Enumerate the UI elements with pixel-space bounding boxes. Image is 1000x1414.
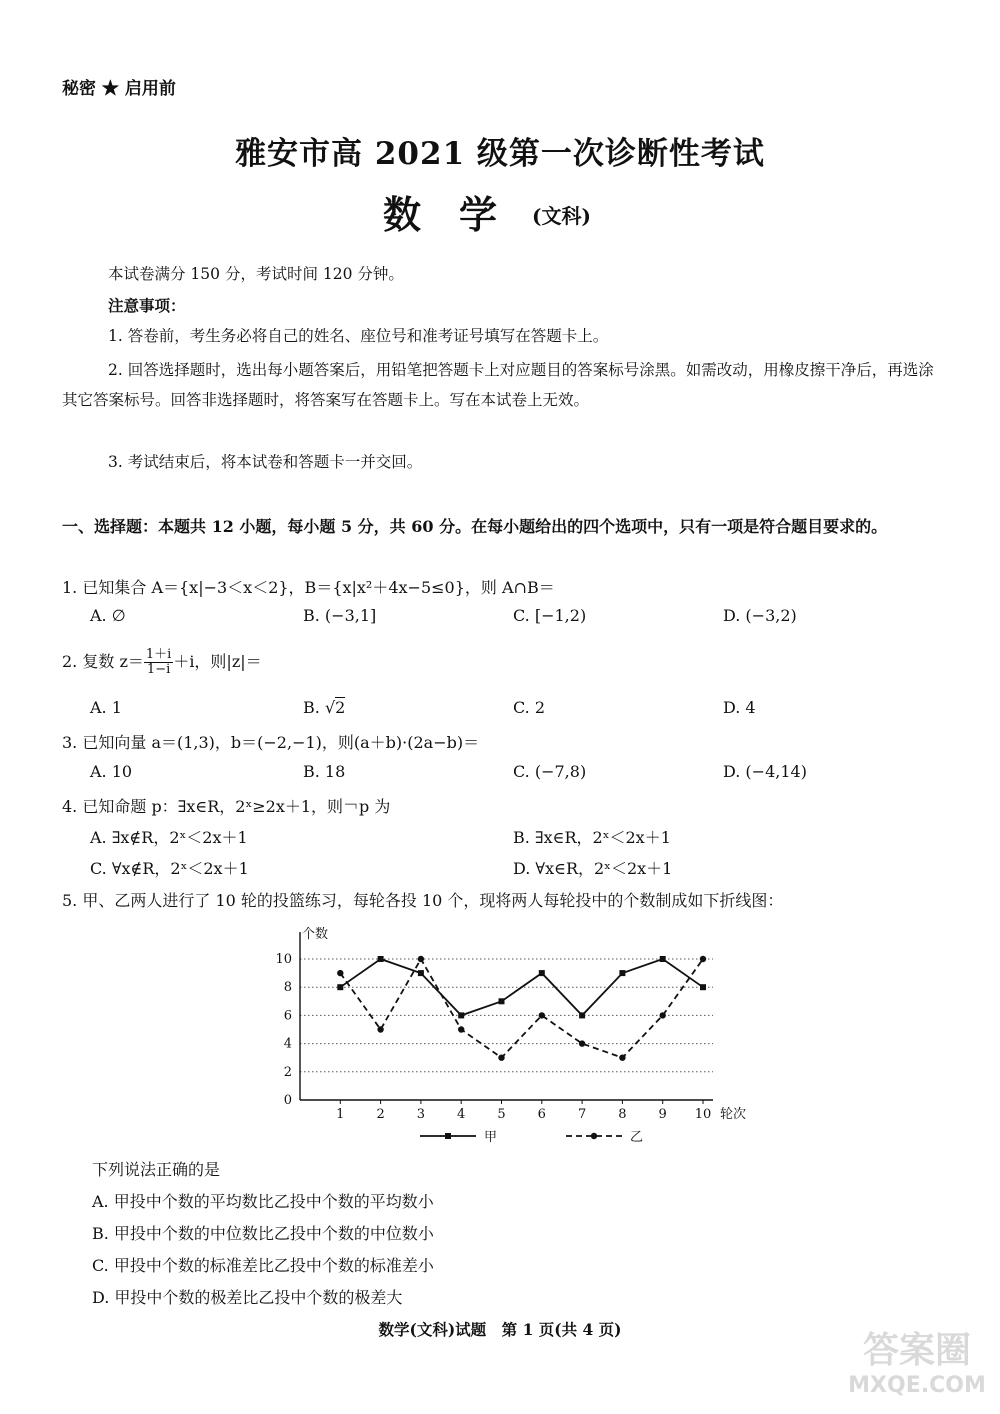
sqrt-radicand: 2 — [335, 698, 346, 717]
data-point-1 — [539, 970, 545, 976]
data-point-2 — [660, 1012, 666, 1018]
x-tick-label: 9 — [658, 1107, 667, 1122]
data-point-2 — [539, 1012, 545, 1018]
data-point-2 — [700, 956, 706, 962]
question-2-option-d: D. 4 — [723, 698, 756, 717]
x-tick-label: 8 — [618, 1107, 627, 1122]
subject-title: 数学 — [383, 192, 536, 237]
question-2-option-b — [303, 698, 345, 717]
sqrt-symbol: √ — [324, 698, 336, 717]
intro-score-time: 本试卷满分 150 分，考试时间 120 分钟。 — [108, 265, 404, 283]
x-tick-label: 1 — [336, 1107, 345, 1122]
x-tick-label: 3 — [416, 1107, 426, 1122]
question-2-fraction — [144, 648, 173, 677]
confidential-mark: 秘密 ★ 启用前 — [62, 79, 176, 99]
question-2-option-c: C. 2 — [513, 698, 546, 717]
y-tick-label: 4 — [283, 1036, 292, 1052]
question-3-stem: 3. 已知向量 a＝(1,3)，b＝(−2,−1)，则(a＋b)·(2a−b)＝ — [62, 733, 480, 752]
question-4-option-b: B. ∃x∈R，2ˣ＜2x＋1 — [513, 828, 671, 847]
question-1-option-c: C. [−1,2) — [513, 606, 587, 625]
question-4-stem: 4. 已知命题 p：∃x∈R，2ˣ≥2x＋1，则￢p 为 — [62, 797, 391, 816]
question-5-option-b: B. 甲投中个数的中位数比乙投中个数的中位数小 — [92, 1224, 434, 1243]
question-3-option-a: A. 10 — [90, 762, 133, 781]
question-4-option-d: D. ∀x∈R，2ˣ＜2x＋1 — [513, 859, 673, 878]
question-5-option-c: C. 甲投中个数的标准差比乙投中个数的标准差小 — [92, 1256, 434, 1275]
y-tick-label: 6 — [283, 1008, 292, 1024]
question-1-option-b: B. (−3,1] — [303, 606, 377, 625]
watermark-logo — [842, 1330, 992, 1408]
fraction-numerator: 1＋i — [145, 647, 172, 662]
data-point-2 — [458, 1026, 464, 1032]
question-5-prompt: 下列说法正确的是 — [92, 1160, 221, 1179]
watermark-text-top: 答案圈 — [862, 1330, 971, 1371]
question-4-option-c: C. ∀x∉R，2ˣ＜2x＋1 — [90, 859, 249, 878]
note-1: 1. 答卷前，考生务必将自己的姓名、座位号和准考证号填写在答题卡上。 — [108, 327, 609, 345]
data-point-2 — [377, 1026, 383, 1032]
data-point-1 — [579, 1012, 585, 1018]
question-1-option-d: D. (−3,2) — [723, 606, 797, 625]
data-point-1 — [660, 956, 666, 962]
y-tick-label: 8 — [283, 980, 292, 996]
note-3: 3. 考试结束后，将本试卷和答题卡一并交回。 — [108, 453, 423, 471]
y-tick-label: 10 — [275, 952, 292, 967]
question-3-option-d: D. (−4,14) — [723, 762, 807, 781]
data-point-2 — [337, 970, 343, 976]
notes-heading: 注意事项： — [108, 296, 186, 315]
y-tick-label: 0 — [283, 1093, 292, 1108]
question-5-option-d: D. 甲投中个数的极差比乙投中个数的极差大 — [92, 1288, 403, 1307]
series-line-2 — [340, 959, 703, 1058]
fraction-denominator: 1−i — [146, 662, 171, 677]
x-tick-label: 5 — [497, 1107, 506, 1122]
page-footer: 数学(文科)试题 第 1 页(共 4 页) — [378, 1320, 622, 1339]
question-2-stem-suffix: ＋i，则|z|＝ — [173, 652, 262, 671]
question-3-option-c: C. (−7,8) — [513, 762, 587, 781]
watermark-text-bottom: MXQE.COM — [848, 1373, 986, 1398]
x-tick-label: 10 — [694, 1107, 712, 1122]
x-tick-label: 6 — [537, 1107, 546, 1122]
data-point-1 — [619, 970, 625, 976]
question-1-option-a: A. ∅ — [90, 606, 126, 625]
data-point-1 — [337, 984, 343, 990]
data-point-1 — [378, 956, 384, 962]
question-2-stem-prefix: 2. 复数 z＝ — [62, 652, 144, 671]
x-tick-label: 4 — [457, 1107, 466, 1122]
y-axis-title: 个数 — [302, 927, 329, 942]
data-point-1 — [700, 984, 706, 990]
data-point-1 — [458, 1012, 464, 1018]
y-tick-label: 2 — [283, 1064, 292, 1080]
question-5-stem: 5. 甲、乙两人进行了 10 轮的投篮练习，每轮各投 10 个，现将两人每轮投中的个数制成如下折线图： — [62, 891, 784, 910]
legend-label-1: 甲 — [484, 1130, 498, 1145]
line-chart — [270, 922, 750, 1154]
x-axis-title: 轮次 — [719, 1107, 747, 1122]
option-b-label: B. — [303, 698, 325, 717]
data-point-2 — [498, 1055, 504, 1061]
data-point-1 — [418, 970, 424, 976]
question-2-option-a: A. 1 — [90, 698, 122, 717]
exam-title: 雅安市高 2021 级第一次诊断性考试 — [235, 136, 765, 172]
legend-label-2: 乙 — [630, 1130, 644, 1145]
question-2-stem — [62, 648, 262, 677]
x-tick-label: 7 — [577, 1107, 587, 1122]
x-tick-label: 2 — [376, 1107, 385, 1122]
note-2: 2. 回答选择题时，选出每小题答案后，用铅笔把答题卡上对应题目的答案标号涂黑。如需改动，用橡皮擦干净后，再选涂其它答案标号。回答非选择题时，将答案写在答题卡上。写在本试卷上无效。 — [62, 361, 934, 409]
legend-marker-2 — [591, 1133, 597, 1139]
question-3-option-b: B. 18 — [303, 762, 346, 781]
section-heading: 一、选择题：本题共 12 小题，每小题 5 分，共 60 分。在每小题给出的四个选项中，只有一项是符合题目要求的。 — [62, 517, 888, 536]
data-point-1 — [499, 998, 505, 1004]
question-1-stem: 1. 已知集合 A＝{x|−3＜x＜2}，B＝{x|x²＋4x−5≤0}，则 A∩B＝ — [62, 578, 555, 597]
legend-marker-1 — [445, 1133, 451, 1139]
subject-note: (文科) — [532, 204, 591, 228]
data-point-2 — [579, 1040, 585, 1046]
data-point-2 — [619, 1055, 625, 1061]
question-4-option-a: A. ∃x∉R，2ˣ＜2x＋1 — [90, 828, 248, 847]
data-point-2 — [418, 956, 424, 962]
question-5-option-a: A. 甲投中个数的平均数比乙投中个数的平均数小 — [92, 1192, 434, 1211]
